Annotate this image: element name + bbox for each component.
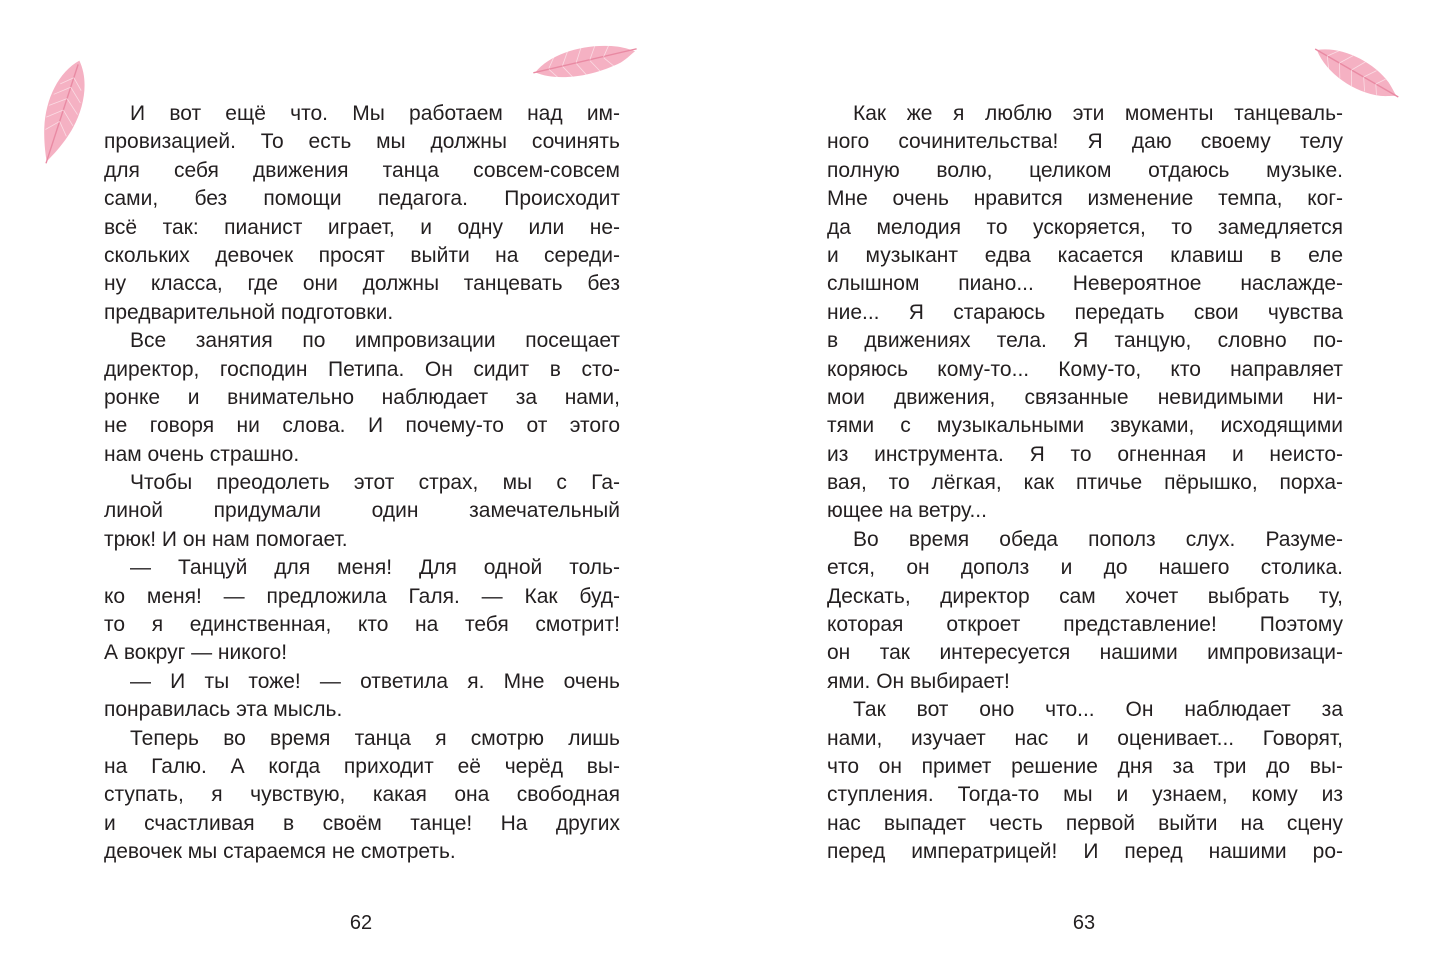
text-line: ронке и внимательно наблюдает за нами,: [104, 385, 620, 409]
text-line: И вот ещё что. Мы работаем над им-: [130, 102, 620, 125]
text-line: директор, господин Петипа. Он сидит в сто-: [104, 357, 620, 381]
feather-top-center-icon: [528, 36, 640, 86]
text-line: то я единственная, кто на тебя смотрит!: [104, 613, 620, 637]
text-line: Дескать, директор сам хочет выбрать ту,: [827, 584, 1343, 608]
right-page-text: [827, 100, 1343, 867]
text-line: всё так: пианист играет, и одну или не-: [104, 215, 620, 239]
text-line: для себя движения танца совсем-совсем: [104, 158, 620, 182]
text-line: А вокруг — никого!: [104, 641, 288, 665]
text-line: провизацией. То есть мы должны сочинять: [104, 130, 620, 154]
text-line: ко меня! — предложила Галя. — Как буд-: [104, 584, 620, 608]
text-line: Так вот оно что... Он наблюдает за: [853, 698, 1343, 722]
text-line: нами, изучает нас и оценивает... Говорят,: [827, 726, 1343, 750]
text-line: понравилась эта мысль.: [104, 698, 343, 722]
text-line: ного сочинительства! Я даю своему телу: [827, 130, 1343, 154]
text-line: и счастливая в своём танце! На других: [104, 811, 620, 835]
page-number-left: 62: [349, 912, 373, 934]
text-line: линой придумали один замечательный: [104, 499, 620, 523]
text-line: он так интересуется нашими импровизаци-: [827, 641, 1343, 665]
text-line: — И ты тоже! — ответила я. Мне очень: [130, 669, 620, 693]
text-line: сами, без помощи педагога. Происходит: [104, 187, 620, 211]
text-line: которая откроет представление! Поэтому: [827, 613, 1343, 637]
text-line: перед императрицей! И перед нашими ро-: [827, 840, 1343, 864]
text-line: девочек мы стараемся не смотреть.: [104, 840, 456, 864]
text-line: из инструмента. Я то огненная и неисто-: [827, 442, 1343, 466]
text-line: Как же я люблю эти моменты танцеваль-: [853, 102, 1343, 125]
text-line: трюк! И он нам помогает.: [104, 527, 348, 551]
text-line: мои движения, связанные невидимыми ни-: [827, 385, 1343, 409]
text-line: вая, то лёгкая, как птичье пёрышко, порха-: [827, 471, 1343, 495]
text-line: тями с музыкальными звуками, исходящими: [827, 414, 1343, 438]
text-line: полную волю, целиком отдаюсь музыке.: [827, 158, 1343, 182]
text-line: да мелодия то ускоряется, то замедляется: [827, 215, 1343, 239]
text-line: нам очень страшно.: [104, 442, 300, 466]
text-line: ющее на ветру...: [827, 499, 987, 523]
text-line: ступать, я чувствую, какая она свободная: [104, 783, 620, 807]
feather-top-left-icon: [28, 52, 98, 170]
text-line: Чтобы преодолеть этот страх, мы с Га-: [130, 471, 620, 495]
text-line: предварительной подготовки.: [104, 300, 394, 324]
text-line: ступления. Тогда-то мы и узнаем, кому из: [827, 783, 1343, 807]
text-line: ну класса, где они должны танцевать без: [104, 272, 620, 296]
text-line: Все занятия по импровизации посещает: [130, 329, 620, 353]
text-line: Мне очень нравится изменение темпа, ког-: [827, 187, 1343, 211]
page-number-right: 63: [1072, 912, 1096, 934]
text-line: ние... Я стараюсь передать свои чувства: [827, 300, 1343, 324]
text-line: — Танцуй для меня! Для одной толь-: [130, 556, 620, 580]
text-line: и музыкант едва касается клавиш в еле: [827, 243, 1343, 267]
text-line: Теперь во время танца я смотрю лишь: [130, 726, 620, 750]
text-line: что он примет решение дня за три до вы-: [827, 754, 1343, 778]
text-line: нас выпадет честь первой выйти на сцену: [827, 811, 1343, 835]
left-page-text: [104, 100, 620, 867]
text-line: ями. Он выбирает!: [827, 669, 1010, 693]
text-line: в движениях тела. Я танцую, словно по-: [827, 329, 1343, 353]
text-line: скольких девочек просят выйти на середи-: [104, 243, 620, 267]
text-line: на Галю. А когда приходит её черёд вы-: [104, 754, 620, 778]
left-page: [0, 0, 722, 971]
text-line: коряюсь кому-то... Кому-то, кто направляет: [827, 357, 1343, 381]
right-page: [723, 0, 1445, 971]
text-line: слышном пиано... Невероятное наслажде-: [827, 272, 1343, 296]
text-line: Во время обеда пополз слух. Разуме-: [853, 527, 1343, 551]
text-line: ется, он дополз и до нашего столика.: [827, 556, 1343, 580]
text-line: не говоря ни слова. И почему-то от этого: [104, 414, 620, 438]
